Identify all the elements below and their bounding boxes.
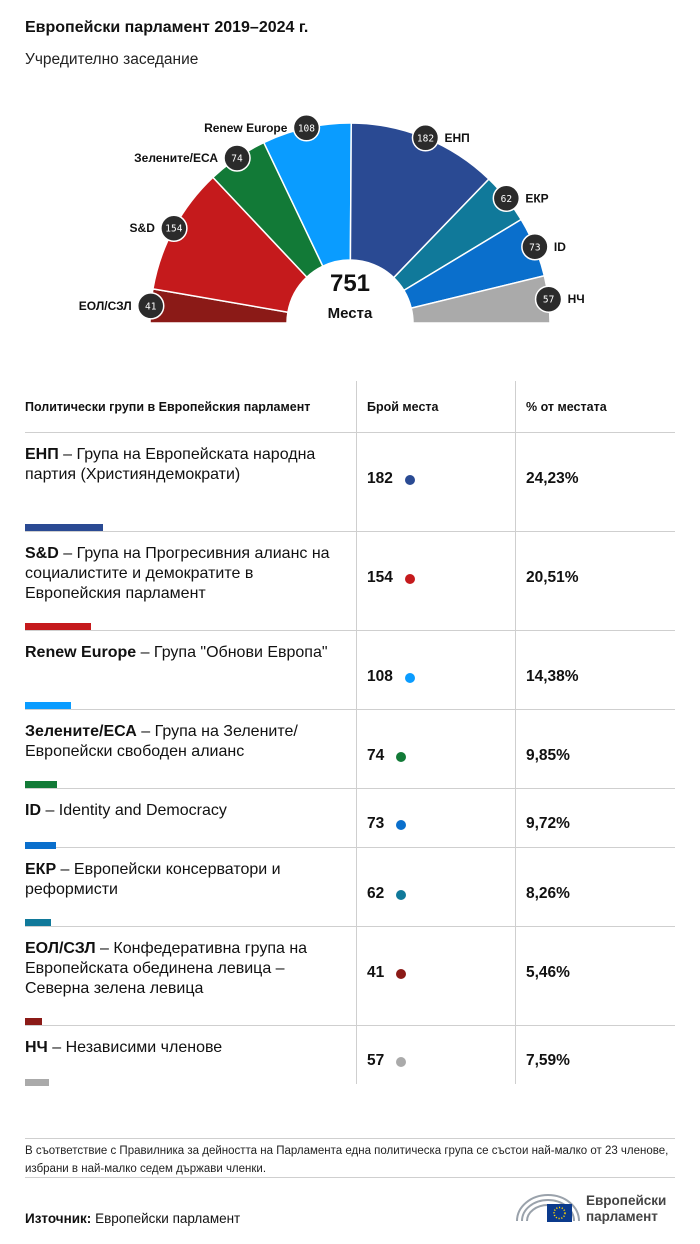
group-abbr: ID — [25, 802, 41, 819]
group-name: – Група на Прогресивния алианс на социалистите и демократите в Европейския парламент — [25, 545, 330, 602]
seats-value: 182 — [367, 470, 393, 487]
group-abbr: ЕКР — [25, 861, 57, 878]
group-color-dot — [396, 752, 406, 762]
group-cell — [25, 848, 356, 926]
table-row — [25, 631, 675, 710]
group-color-dot — [405, 574, 415, 584]
group-name: – Група "Обнови Европа" — [136, 644, 328, 661]
percent-cell — [515, 532, 675, 630]
source-text: Европейски парламент — [91, 1211, 241, 1226]
slice-value-4: 182 — [416, 133, 435, 145]
group-name: – Identity and Democracy — [41, 802, 227, 819]
seats-value: 57 — [367, 1052, 385, 1069]
group-name: – Група на Европейската народна партия (Християндемократи) — [25, 446, 316, 483]
slice-value-2: 74 — [231, 153, 243, 165]
slice-label-0: ЕОЛ/СЗЛ — [78, 298, 132, 313]
group-color-dot — [396, 1057, 406, 1067]
group-abbr: S&D — [25, 545, 59, 562]
group-name: – Група на Зелените/ Европейски свободен алианс — [25, 723, 298, 760]
slice-value-6: 73 — [529, 242, 541, 254]
seats-cell — [356, 848, 515, 926]
header-percent: % от местата — [515, 381, 675, 432]
percent-cell — [515, 789, 675, 847]
seats-value: 74 — [367, 747, 385, 764]
group-abbr: ЕОЛ/СЗЛ — [25, 940, 96, 957]
table-row — [25, 532, 675, 631]
percent-cell — [515, 710, 675, 788]
slice-label-1: S&D — [129, 221, 155, 236]
group-share-bar — [25, 524, 103, 531]
table-row — [25, 710, 675, 789]
seats-cell — [356, 631, 515, 709]
group-color-dot — [405, 475, 415, 485]
seats-value: 41 — [367, 964, 385, 981]
slice-value-1: 154 — [165, 223, 183, 235]
seats-value: 154 — [367, 569, 393, 586]
group-abbr: НЧ — [25, 1039, 48, 1056]
source-note — [25, 1211, 240, 1226]
slice-label-4: ЕНП — [444, 130, 470, 145]
group-cell — [25, 789, 356, 847]
group-share-bar — [25, 919, 51, 926]
seats-cell — [356, 433, 515, 531]
chart-title: Европейски парламент 2019–2024 г. — [25, 19, 309, 36]
slice-label-7: НЧ — [567, 292, 585, 307]
slice-label-6: ID — [553, 239, 566, 254]
footnote: В съответствие с Правилника за дейността на Парламента една политическа група се състои най-малко от 23 членове, избрани в най-малко седем държави членки. — [25, 1145, 669, 1175]
footnote-divider-top — [25, 1138, 675, 1139]
group-share-bar — [25, 623, 91, 630]
group-abbr: Renew Europe — [25, 644, 137, 661]
percent-cell — [515, 1026, 675, 1084]
seats-cell — [356, 789, 515, 847]
ep-logo — [513, 1187, 678, 1227]
percent-cell — [515, 927, 675, 1025]
group-name: – Европейски консерватори и реформисти — [25, 861, 281, 898]
slice-value-0: 41 — [145, 301, 157, 313]
slice-value-5: 62 — [500, 193, 513, 205]
percent-cell — [515, 433, 675, 531]
group-cell — [25, 433, 356, 531]
group-share-bar — [25, 702, 71, 709]
group-color-dot — [396, 890, 406, 900]
seats-cell — [356, 710, 515, 788]
percent-value: 14,38% — [526, 668, 579, 685]
group-cell — [25, 927, 356, 1025]
chart-subtitle: Учредително заседание — [25, 51, 199, 68]
percent-value: 24,23% — [526, 470, 579, 487]
header-groups: Политически групи в Европейския парламент — [25, 399, 311, 414]
group-color-dot — [396, 969, 406, 979]
group-cell — [25, 532, 356, 630]
hemicycle-logo-icon — [513, 1187, 583, 1227]
seats-cell — [356, 532, 515, 630]
group-abbr: ЕНП — [25, 446, 59, 463]
table-row — [25, 433, 675, 532]
seats-value: 108 — [367, 668, 393, 685]
header-seats: Брой места — [356, 381, 515, 432]
group-share-bar — [25, 1079, 49, 1086]
table-row — [25, 848, 675, 927]
source-label: Източник: — [25, 1211, 92, 1226]
slice-value-3: 108 — [297, 123, 316, 135]
table-row — [25, 789, 675, 848]
group-color-dot — [405, 673, 415, 683]
percent-value: 7,59% — [526, 1052, 570, 1069]
hemicycle-chart — [0, 90, 700, 340]
slice-value-7: 57 — [542, 294, 555, 306]
percent-value: 9,72% — [526, 815, 570, 832]
slice-label-3: Renew Europe — [204, 120, 288, 135]
table-row — [25, 927, 675, 1026]
table-row — [25, 1026, 675, 1084]
percent-value: 20,51% — [526, 569, 579, 586]
slice-label-5: ЕКР — [525, 191, 549, 206]
logo-line-1: Европейски — [586, 1193, 667, 1208]
percent-value: 8,26% — [526, 885, 570, 902]
seats-value: 73 — [367, 815, 385, 832]
table-header — [25, 381, 675, 433]
slice-label-2: Зелените/ЕСА — [134, 150, 219, 165]
total-seats-value: 751 — [329, 270, 371, 297]
seats-value: 62 — [367, 885, 385, 902]
percent-value: 5,46% — [526, 964, 570, 981]
percent-value: 9,85% — [526, 747, 570, 764]
percent-cell — [515, 848, 675, 926]
group-share-bar — [25, 781, 57, 788]
group-cell — [25, 1026, 356, 1084]
group-cell — [25, 631, 356, 709]
seats-cell — [356, 1026, 515, 1084]
total-seats-label: Места — [327, 305, 373, 322]
group-color-dot — [396, 820, 406, 830]
footnote-divider-bottom — [25, 1177, 675, 1178]
group-share-bar — [25, 1018, 42, 1025]
group-name: – Конфедеративна група на Европейската обединена левица – Северна зелена левица — [25, 940, 308, 997]
seats-cell — [356, 927, 515, 1025]
logo-text — [586, 1193, 666, 1225]
seats-table — [25, 381, 675, 1084]
logo-line-2: парламент — [586, 1209, 658, 1224]
percent-cell — [515, 631, 675, 709]
group-name: – Независими членове — [47, 1039, 223, 1056]
group-cell — [25, 710, 356, 788]
group-abbr: Зелените/ЕСА — [25, 723, 137, 740]
